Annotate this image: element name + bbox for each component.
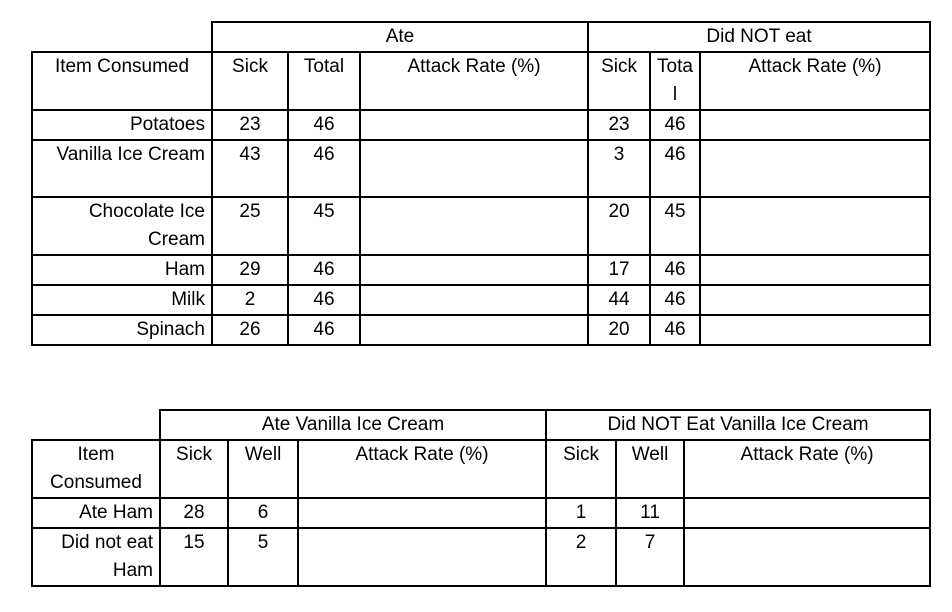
item-name: Potatoes: [32, 110, 212, 140]
ate-well: 5: [228, 528, 298, 586]
ate-total: 46: [288, 255, 360, 285]
item-name: Ate Ham: [32, 498, 160, 528]
not-attack-rate[interactable]: [700, 140, 930, 197]
not-attack-rate[interactable]: [684, 498, 930, 528]
ate-sick: 29: [212, 255, 288, 285]
ate-attack-rate[interactable]: [360, 140, 588, 197]
ham-vanilla-stratified-table: [31, 409, 931, 587]
not-sick: 20: [588, 197, 650, 255]
not-sick: 44: [588, 285, 650, 315]
col-header-sick: Sick: [160, 440, 228, 498]
not-attack-rate[interactable]: [700, 255, 930, 285]
ate-attack-rate[interactable]: [360, 110, 588, 140]
col-header-item: Item Consumed: [32, 440, 160, 498]
col-header-item: Item Consumed: [32, 52, 212, 110]
col-header-attack-rate: Attack Rate (%): [360, 52, 588, 110]
ate-sick: 28: [160, 498, 228, 528]
not-sick: 2: [546, 528, 616, 586]
not-attack-rate[interactable]: [700, 110, 930, 140]
not-sick: 3: [588, 140, 650, 197]
ate-sick: 25: [212, 197, 288, 255]
col-header-attack-rate: Attack Rate (%): [298, 440, 546, 498]
table-row: [32, 140, 930, 197]
ate-total: 46: [288, 140, 360, 197]
not-attack-rate[interactable]: [700, 285, 930, 315]
col-header-sick-not: Sick: [588, 52, 650, 110]
table-row: [32, 498, 930, 528]
ate-total: 46: [288, 110, 360, 140]
ate-total: 46: [288, 315, 360, 345]
ate-total: 46: [288, 285, 360, 315]
not-attack-rate[interactable]: [700, 197, 930, 255]
group-header-did-not-eat-vanilla: Did NOT Eat Vanilla Ice Cream: [546, 410, 930, 440]
not-well: 11: [616, 498, 684, 528]
group-header-ate-vanilla: Ate Vanilla Ice Cream: [160, 410, 546, 440]
not-well: 7: [616, 528, 684, 586]
ate-sick: 2: [212, 285, 288, 315]
not-total: 46: [650, 255, 700, 285]
group-header-did-not-eat: Did NOT eat: [588, 22, 930, 52]
table-row: [32, 528, 930, 586]
ate-sick: 15: [160, 528, 228, 586]
item-name: Spinach: [32, 315, 212, 345]
not-attack-rate[interactable]: [700, 315, 930, 345]
col-header-attack-rate-not: Attack Rate (%): [684, 440, 930, 498]
not-sick: 17: [588, 255, 650, 285]
item-name: Chocolate Ice Cream: [32, 197, 212, 255]
ate-attack-rate[interactable]: [298, 498, 546, 528]
col-header-sick-not: Sick: [546, 440, 616, 498]
ate-sick: 43: [212, 140, 288, 197]
group-header-ate: Ate: [212, 22, 588, 52]
ate-attack-rate[interactable]: [360, 285, 588, 315]
item-name: Milk: [32, 285, 212, 315]
ate-attack-rate[interactable]: [360, 315, 588, 345]
food-attack-rate-table: [31, 21, 931, 346]
col-header-total: Total: [288, 52, 360, 110]
col-header-well: Well: [228, 440, 298, 498]
not-total: 46: [650, 110, 700, 140]
ate-attack-rate[interactable]: [298, 528, 546, 586]
ate-well: 6: [228, 498, 298, 528]
col-header-attack-rate-not: Attack Rate (%): [700, 52, 930, 110]
ate-attack-rate[interactable]: [360, 255, 588, 285]
table-row: [32, 255, 930, 285]
corner-cell: [32, 22, 212, 52]
col-header-well-not: Well: [616, 440, 684, 498]
table-row: [32, 110, 930, 140]
table-row: [32, 197, 930, 255]
not-total: 46: [650, 140, 700, 197]
ate-sick: 23: [212, 110, 288, 140]
item-name: Ham: [32, 255, 212, 285]
item-name: Vanilla Ice Cream: [32, 140, 212, 197]
table-row: [32, 285, 930, 315]
ate-total: 45: [288, 197, 360, 255]
ate-sick: 26: [212, 315, 288, 345]
col-header-total-not: Total: [650, 52, 700, 110]
not-sick: 20: [588, 315, 650, 345]
item-name: Did not eat Ham: [32, 528, 160, 586]
not-sick: 23: [588, 110, 650, 140]
not-sick: 1: [546, 498, 616, 528]
not-total: 46: [650, 285, 700, 315]
ate-attack-rate[interactable]: [360, 197, 588, 255]
table-row: [32, 315, 930, 345]
col-header-sick: Sick: [212, 52, 288, 110]
corner-cell: [32, 410, 160, 440]
not-attack-rate[interactable]: [684, 528, 930, 586]
not-total: 46: [650, 315, 700, 345]
not-total: 45: [650, 197, 700, 255]
